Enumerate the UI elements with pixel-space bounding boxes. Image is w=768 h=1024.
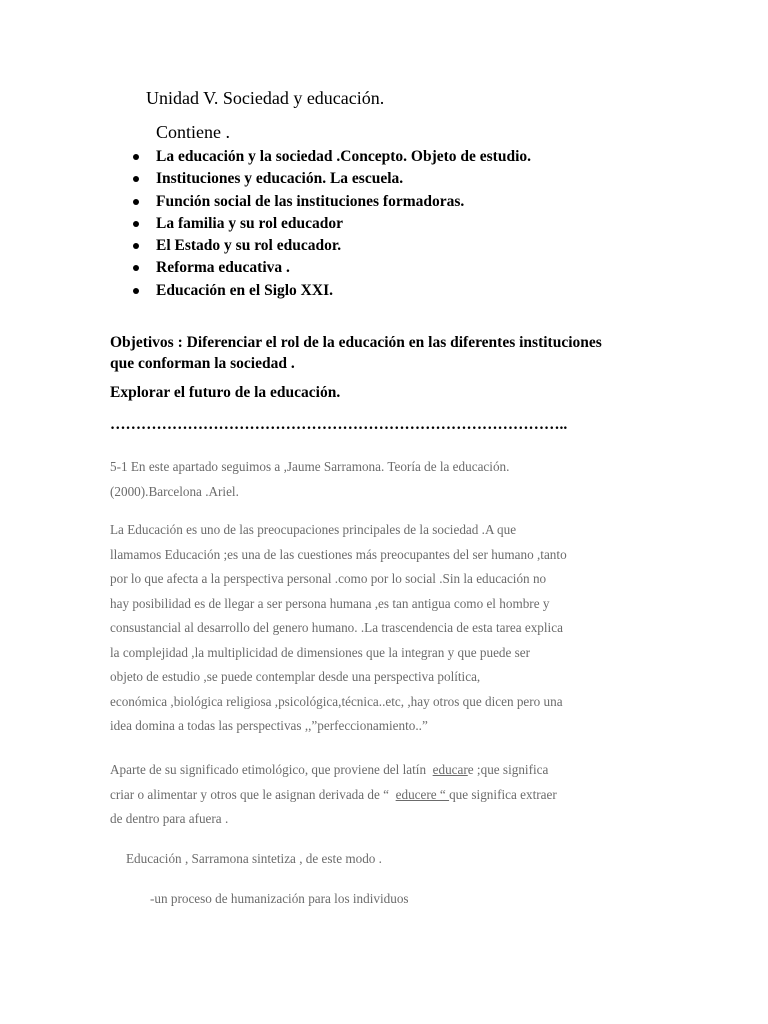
contents-heading: Contiene .: [156, 122, 230, 142]
list-item: Función social de las instituciones formadoras.: [130, 191, 531, 213]
bullet-icon: [133, 176, 139, 182]
bullet-icon: [133, 199, 139, 205]
list-item: Instituciones y educación. La escuela.: [130, 168, 531, 190]
paragraph-education: La Educación es uno de las preocupaciones principales de la sociedad .A que llamamos Educación ;es una de las cuestiones más preocupantes del ser humano ,tanto por lo que afecta a la perspectiva personal .como por lo social .Sin la educación no hay posibilidad es de llegar a ser persona humana ,es tan antigua como el hombre y consustancial al desarrollo del genero humano. .La trascendencia de esta tarea explica la complejidad ,la multiplicidad de dimensiones que la integran y que puede ser objeto de estudio ,se puede contemplar desde una perspectiva política, económica ,biológica religiosa ,psicológica,técnica..etc, ,hay otros que dicen pero una idea domina a todas las perspectivas ,,”perfeccionamiento..”: [110, 522, 567, 733]
list-item: Reforma educativa .: [130, 257, 531, 279]
contents-list: [130, 146, 531, 302]
dotted-separator: ……………………………………………………………………………..: [110, 416, 568, 433]
list-item: Educación en el Siglo XXI.: [130, 280, 531, 302]
list-item: La familia y su rol educador: [130, 213, 531, 235]
objectives: Objetivos : Diferenciar el rol de la educación en las diferentes instituciones que conforman la sociedad .: [110, 334, 602, 372]
bullet-icon: [133, 265, 139, 271]
unit-title: Unidad V. Sociedad y educación.: [146, 88, 385, 108]
sarramona-line: Educación , Sarramona sintetiza , de este modo .: [126, 851, 382, 866]
educare-term: educar: [432, 762, 468, 777]
reference-note: 5-1 En este apartado seguimos a ,Jaume Sarramona. Teoría de la educación. (2000).Barcelona .Ariel.: [110, 459, 510, 499]
educere-term: educere “: [395, 786, 450, 802]
list-item: El Estado y su rol educador.: [130, 235, 531, 257]
bullet-icon: [133, 288, 139, 294]
list-item: La educación y la sociedad .Concepto. Objeto de estudio.: [130, 146, 531, 168]
bullet-icon: [133, 243, 139, 249]
paragraph-etymology: Aparte de su significado etimológico, que proviene del latín educare ;que significa criar o alimentar y otros que le asignan derivada de “ educere “ que significa extraer de dentro para afuera .: [110, 762, 557, 826]
bullet-icon: [133, 154, 139, 160]
objective-explore: Explorar el futuro de la educación.: [110, 384, 341, 401]
bullet-icon: [133, 221, 139, 227]
humanization-line: -un proceso de humanización para los individuos: [150, 891, 409, 906]
